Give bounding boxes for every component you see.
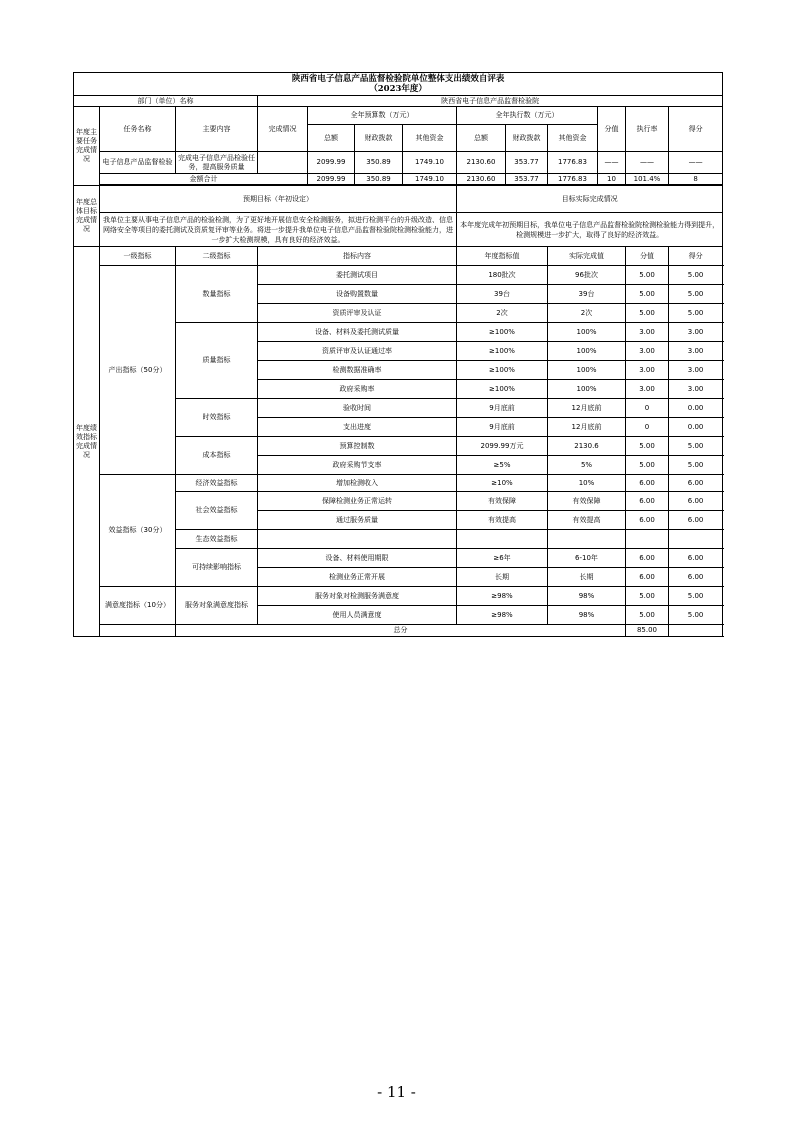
header-annual-target: 年度指标值 — [457, 247, 548, 266]
indicator-score: 6.00 — [669, 475, 723, 492]
indicator-score: 0.00 — [669, 399, 723, 418]
indicator-actual: 100% — [548, 361, 626, 380]
total-amount-label: 金额合计 — [100, 174, 308, 185]
indicator-target: 2次 — [457, 304, 548, 323]
grand-total-row — [74, 625, 723, 637]
indicator-score: 5.00 — [669, 285, 723, 304]
indicator-score: 5.00 — [669, 606, 723, 625]
indicator-score: 6.00 — [669, 549, 723, 568]
economic-indicator-label: 经济效益指标 — [176, 475, 258, 492]
indicator-actual: 12月底前 — [548, 418, 626, 437]
title-text: 陕西省电子信息产品监督检验院单位整体支出绩效自评表 — [291, 74, 505, 84]
indicator-content: 政府采购率 — [258, 380, 457, 399]
grand-total-label: 总分 — [176, 625, 626, 637]
indicator-content: 检测数据准确率 — [258, 361, 457, 380]
indicator-actual: 有效提高 — [548, 511, 626, 530]
social-indicator-label: 社会效益指标 — [176, 492, 258, 530]
indicator-target: ≥10% — [457, 475, 548, 492]
budget-fiscal: 350.89 — [355, 152, 403, 174]
indicator-target: 9月底前 — [457, 399, 548, 418]
ecological-indicator-label: 生态效益指标 — [176, 530, 258, 549]
indicator-actual: 2次 — [548, 304, 626, 323]
indicator-content: 委托测试项目 — [258, 266, 457, 285]
timeliness-indicator-label: 时效指标 — [176, 399, 258, 437]
indicator-value: 3.00 — [626, 361, 669, 380]
indicator-target: ≥100% — [457, 361, 548, 380]
expected-goal-header: 预期目标（年初设定） — [100, 186, 457, 213]
indicator-actual: 6-10年 — [548, 549, 626, 568]
indicator-value: 0 — [626, 399, 669, 418]
actual-completion-text: 本年度完成年初预期目标，我单位电子信息产品监督检验院检测检验能力得到提升，检测规模进一步扩大，取得了良好的经济效益。 — [457, 213, 723, 247]
indicator-value: 5.00 — [626, 606, 669, 625]
exec-fiscal: 353.77 — [506, 152, 548, 174]
indicator-actual: 有效保障 — [548, 492, 626, 511]
indicator-actual: 98% — [548, 606, 626, 625]
header-indicator-content: 指标内容 — [258, 247, 457, 266]
total-score: 8 — [669, 174, 723, 185]
quality-indicator-label: 质量指标 — [176, 323, 258, 399]
task-name: 电子信息产品监督检验 — [100, 152, 176, 174]
header-score: 得分 — [669, 247, 723, 266]
indicator-score: 5.00 — [669, 587, 723, 606]
indicator-value: 5.00 — [626, 266, 669, 285]
indicator-actual: 5% — [548, 456, 626, 475]
annual-task-side-label: 年度主要任务完成情况 — [74, 107, 100, 186]
indicator-actual: 100% — [548, 342, 626, 361]
dept-label: 部门（单位）名称 — [74, 96, 258, 107]
indicator-content: 资质评审及认证通过率 — [258, 342, 457, 361]
indicator-actual: 2130.6 — [548, 437, 626, 456]
total-exec-fiscal: 353.77 — [506, 174, 548, 185]
header-completion: 完成情况 — [258, 107, 308, 152]
service-satisfaction-label: 服务对象满意度指标 — [176, 587, 258, 625]
task-row — [74, 152, 723, 174]
header-level1: 一级指标 — [100, 247, 176, 266]
indicator-content: 设备购置数量 — [258, 285, 457, 304]
indicator-target: ≥5% — [457, 456, 548, 475]
header-exec-total: 总额 — [457, 125, 506, 152]
indicator-actual: 96批次 — [548, 266, 626, 285]
total-amount-row — [74, 174, 723, 185]
header-exec-fiscal: 财政拨款 — [506, 125, 548, 152]
indicator-content: 预算控制数 — [258, 437, 457, 456]
header-budget-total: 总额 — [308, 125, 355, 152]
header-exec-rate: 执行率 — [626, 107, 669, 152]
indicator-actual: 100% — [548, 323, 626, 342]
header-actual-value: 实际完成值 — [548, 247, 626, 266]
indicator-score — [669, 530, 723, 549]
cost-indicator-label: 成本指标 — [176, 437, 258, 475]
indicator-value: 6.00 — [626, 549, 669, 568]
benefit-indicator-label: 效益指标（30分） — [100, 475, 176, 587]
indicator-target: 长期 — [457, 568, 548, 587]
page-number: - 11 - — [377, 1083, 416, 1101]
indicator-actual: 10% — [548, 475, 626, 492]
indicator-target: ≥98% — [457, 587, 548, 606]
grand-total-blank — [100, 625, 176, 637]
task-score-value: —— — [598, 152, 626, 174]
total-exec-rate: 101.4% — [626, 174, 669, 185]
indicator-value: 5.00 — [626, 587, 669, 606]
total-budget-other: 1749.10 — [403, 174, 457, 185]
indicator-score: 0.00 — [669, 418, 723, 437]
indicator-actual: 100% — [548, 380, 626, 399]
indicator-score: 5.00 — [669, 437, 723, 456]
indicator-score: 5.00 — [669, 266, 723, 285]
self-evaluation-table — [73, 72, 723, 637]
indicator-actual: 39台 — [548, 285, 626, 304]
task-content: 完成电子信息产品检验任务，提高服务质量 — [176, 152, 258, 174]
header-score-value: 分值 — [626, 247, 669, 266]
indicator-score: 6.00 — [669, 568, 723, 587]
indicator-target: ≥6年 — [457, 549, 548, 568]
indicator-target: ≥100% — [457, 342, 548, 361]
overall-goal-side-label: 年度总体目标完成情况 — [74, 186, 100, 247]
indicator-value: 6.00 — [626, 492, 669, 511]
performance-side-label: 年度绩效指标完成情况 — [74, 247, 100, 637]
sustainable-indicator-label: 可持续影响指标 — [176, 549, 258, 587]
quantity-indicator-label: 数量指标 — [176, 266, 258, 323]
indicator-score: 5.00 — [669, 456, 723, 475]
indicator-score: 3.00 — [669, 323, 723, 342]
task-score: —— — [669, 152, 723, 174]
grand-total-value: 85.00 — [626, 625, 669, 637]
indicator-actual: 98% — [548, 587, 626, 606]
satisfaction-indicator-label: 满意度指标（10分） — [100, 587, 176, 625]
header-score-value: 分值 — [598, 107, 626, 152]
indicator-value: 6.00 — [626, 475, 669, 492]
indicator-content: 保障检测业务正常运转 — [258, 492, 457, 511]
year-label: （2023年度） — [369, 84, 427, 94]
indicator-value: 3.00 — [626, 342, 669, 361]
table-row — [74, 266, 723, 285]
indicator-value: 0 — [626, 418, 669, 437]
table-row — [74, 475, 723, 492]
header-exec-other: 其他资金 — [548, 125, 598, 152]
table-title — [74, 73, 723, 96]
exec-other: 1776.83 — [548, 152, 598, 174]
task-exec-rate: —— — [626, 152, 669, 174]
exec-total: 2130.60 — [457, 152, 506, 174]
total-budget-fiscal: 350.89 — [355, 174, 403, 185]
indicator-content: 服务对象对检测服务满意度 — [258, 587, 457, 606]
indicator-content — [258, 530, 457, 549]
indicator-content: 资质评审及认证 — [258, 304, 457, 323]
header-level2: 二级指标 — [176, 247, 258, 266]
indicator-content: 使用人员满意度 — [258, 606, 457, 625]
indicator-value: 3.00 — [626, 323, 669, 342]
actual-completion-header: 目标实际完成情况 — [457, 186, 723, 213]
total-budget-total: 2099.99 — [308, 174, 355, 185]
total-exec-total: 2130.60 — [457, 174, 506, 185]
header-main-content: 主要内容 — [176, 107, 258, 152]
indicator-content: 设备、材料使用期限 — [258, 549, 457, 568]
dept-value: 陕西省电子信息产品监督检验院 — [258, 96, 723, 107]
indicator-score: 6.00 — [669, 492, 723, 511]
indicator-value: 5.00 — [626, 285, 669, 304]
header-budget-other: 其他资金 — [403, 125, 457, 152]
indicator-target: 180批次 — [457, 266, 548, 285]
indicator-target: 9月底前 — [457, 418, 548, 437]
indicator-target: 有效提高 — [457, 511, 548, 530]
indicator-score: 3.00 — [669, 380, 723, 399]
budget-total: 2099.99 — [308, 152, 355, 174]
indicator-value: 5.00 — [626, 456, 669, 475]
budget-other: 1749.10 — [403, 152, 457, 174]
indicator-score: 5.00 — [669, 304, 723, 323]
indicator-score: 3.00 — [669, 361, 723, 380]
indicator-content: 支出进度 — [258, 418, 457, 437]
indicator-score: 3.00 — [669, 342, 723, 361]
indicator-value: 5.00 — [626, 304, 669, 323]
total-score-value: 10 — [598, 174, 626, 185]
header-annual-execution: 全年执行数（万元） — [457, 107, 598, 125]
indicator-target: ≥100% — [457, 323, 548, 342]
indicator-value: 3.00 — [626, 380, 669, 399]
header-annual-budget: 全年预算数（万元） — [308, 107, 457, 125]
indicator-content: 验收时间 — [258, 399, 457, 418]
indicator-actual: 长期 — [548, 568, 626, 587]
evaluation-sheet — [73, 72, 722, 637]
indicator-content: 设备、材料及委托测试质量 — [258, 323, 457, 342]
indicator-target: ≥100% — [457, 380, 548, 399]
indicator-content: 通过服务质量 — [258, 511, 457, 530]
indicator-value: 6.00 — [626, 511, 669, 530]
indicator-target: ≥98% — [457, 606, 548, 625]
total-exec-other: 1776.83 — [548, 174, 598, 185]
indicator-target: 有效保障 — [457, 492, 548, 511]
indicator-target — [457, 530, 548, 549]
indicator-content: 检测业务正常开展 — [258, 568, 457, 587]
output-indicator-label: 产出指标（50分） — [100, 266, 176, 475]
indicator-content: 政府采购节支率 — [258, 456, 457, 475]
indicator-actual — [548, 530, 626, 549]
grand-total-score-blank — [669, 625, 723, 637]
indicator-score: 6.00 — [669, 511, 723, 530]
header-task-name: 任务名称 — [100, 107, 176, 152]
header-score: 得分 — [669, 107, 723, 152]
header-budget-fiscal: 财政拨款 — [355, 125, 403, 152]
indicator-target: 2099.99万元 — [457, 437, 548, 456]
expected-goal-text: 我单位主要从事电子信息产品的检验检测，为了更好地开展信息安全检测服务，拟进行检测平台的升级改造、信息网络安全等项目的委托测试及资质复评审等业务。将进一步提升我单位电子信息产品监督检验院检测检验能力，进一步扩大检测规模，具有良好的经济效益。 — [100, 213, 457, 247]
indicator-value — [626, 530, 669, 549]
table-row — [74, 587, 723, 606]
task-completion — [258, 152, 308, 174]
indicator-value: 6.00 — [626, 568, 669, 587]
indicator-content: 增加检测收入 — [258, 475, 457, 492]
indicator-value: 5.00 — [626, 437, 669, 456]
indicator-target: 39台 — [457, 285, 548, 304]
indicator-actual: 12月底前 — [548, 399, 626, 418]
